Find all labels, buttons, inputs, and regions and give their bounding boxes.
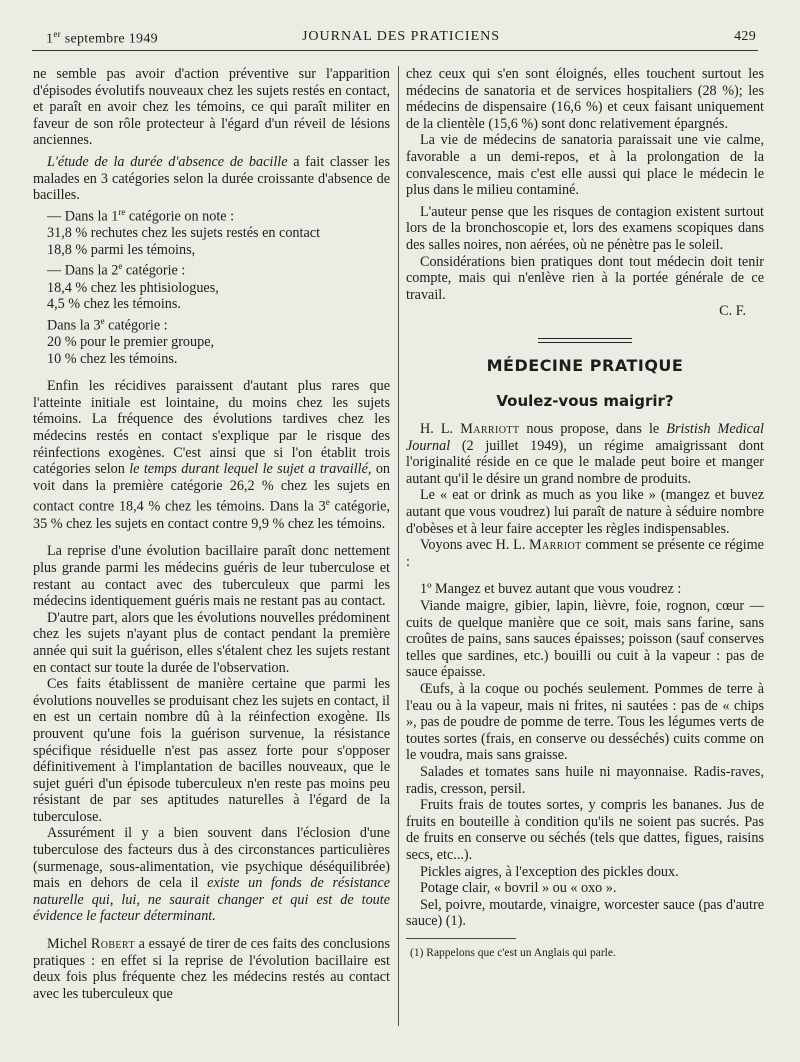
stat-line: 20 % pour le premier groupe, <box>47 334 215 351</box>
paragraph: chez ceux qui s'en sont éloignés, elles touchent surtout les médecins de sanatoria et de services hospitaliers (28 %); les médecins de dispensaire (16,6 %) et ceux faisant uniquement de la clientèle (15,6 %) sont donc relativement épargnés. <box>406 66 764 132</box>
stat-line: 18,4 % chez les phtisiologues, <box>47 279 219 296</box>
paragraph: La reprise d'une évolution bacillaire paraît donc nettement plus grande parmi les médecins guéris de leur tuberculose et restant au contact avec des tuberculeux que parmi les médecins identiquement guéris mais ne restant pas au contact. <box>33 543 390 610</box>
stat-line: 18,8 % parmi les témoins, <box>47 241 196 258</box>
paragraph: Pickles aigres, à l'exception des pickles doux. <box>420 863 679 880</box>
category-line: — Dans la 1re catégorie on note : <box>47 206 235 225</box>
stat-line: 31,8 % rechutes chez les sujets restés en contact <box>47 225 321 242</box>
footnote: (1) Rappelons que c'est un Anglais qui parle. <box>410 946 616 959</box>
stat-line: 10 % chez les témoins. <box>47 350 178 367</box>
right-column <box>406 66 764 962</box>
paragraph: Œufs, à la coque ou pochés seulement. Pommes de terre à l'eau ou à la vapeur, mais ni frites, ni sautées : pas de « chips », pas de poudre de pomme de terre. Tous les légumes verts de toutes sortes (frais, en conserve ou desséchés) cuits comme on le voudra, mais sans graisse. <box>406 681 764 764</box>
author-signature: C. F. <box>719 303 746 320</box>
left-column <box>33 66 390 1002</box>
section-ornament <box>538 338 632 344</box>
paragraph: Viande maigre, gibier, lapin, lièvre, foie, rognon, cœur — cuits de quelque manière que ce soit, mais sans farine, sans croûtes de pains, sans sauces épaisses; poisson (sauf conserves telles que sardines, etc.) bouilli ou cuit à la vapeur : pas de sauce épaisse. <box>406 598 764 681</box>
paragraph: Michel Robert a essayé de tirer de ces faits des conclusions pratiques : en effet si la reprise de l'évolution bacillaire est deux fois plus fréquente chez les médecins restés au contact avec les tuberculeux que <box>33 936 391 1002</box>
section-title: MÉDECINE PRATIQUE <box>486 355 684 375</box>
paragraph: H. L. Marriott nous propose, dans le Bristish Medical Journal (2 juillet 1949), un régime amaigrissant dont l'originalité réside en ce que le malade peut boire et manger autant qu'il le désire un grand nombre de produits. <box>406 421 764 487</box>
journal-title: JOURNAL DES PRATICIENS <box>301 29 501 44</box>
paragraph: Ces faits établissent de manière certaine que parmi les évolutions nouvelles se produisant chez les sujets en contact, il en est un certain nombre dû à la réinfection exogène. Ils prouvent qu'une fois la guérison survenue, la résistance spécifique résiduelle n'est pas assez forte pour s'opposer définitivement à l'implantation de bacilles nouveaux, que le sujet guéri d'un épisode tuberculeux n'en reste pas moins peu résistant de par ses aptitudes naturelles à l'égard de la tuberculose. <box>33 676 390 825</box>
paragraph: Voyons avec H. L. Marriot comment se présente ce régime : <box>406 537 764 570</box>
column-divider <box>398 66 399 1026</box>
running-header <box>46 29 756 47</box>
paragraph: L'auteur pense que les risques de contagion existent surtout lors de la bronchoscopie et, lors des examens scopiques dans des salles noires, non aérées, où ne pénètre pas le soleil. <box>406 203 764 253</box>
list-heading: 1º Mangez et buvez autant que vous voudrez : <box>420 581 682 598</box>
category-line: Dans la 3e catégorie : <box>47 315 168 334</box>
paragraph: Assurément il y a bien souvent dans l'éclosion d'une tuberculose des facteurs dus à des circonstances particulières (surmenage, sous-alimentation, vie psychique déséquilibrée) mais en dehors de cela il existe un fonds de résistance naturelle qui, lui, ne saurait changer et qui est de toute évidence le facteur déterminant. <box>33 825 390 925</box>
stat-line: 4,5 % chez les témoins. <box>47 296 181 313</box>
footnote-rule <box>406 938 516 939</box>
paragraph: La vie de médecins de sanatoria paraissait une vie calme, favorable a un demi-repos, et à la prolongation de la convalescence, mais c'est elle aussi qui place le médecin le plus dans le milieu contaminé. <box>406 132 764 199</box>
paragraph: D'autre part, alors que les évolutions nouvelles prédominent chez les sujets n'ayant plus de contact pendant la première année qui suit la guérison, elles s'étalent chez les sujets restant en contact sur toute la durée de l'observation. <box>33 609 390 676</box>
paragraph: Potage clair, « bovril » ou « oxo ». <box>420 880 617 897</box>
header-date: 1er septembre 1949 <box>46 29 158 47</box>
article-title: Voulez-vous maigrir? <box>496 391 674 410</box>
paragraph: L'étude de la durée d'absence de bacille a fait classer les malades en 3 catégories selon la durée croissante d'absence de bacilles. <box>33 153 391 204</box>
page-number: 429 <box>734 29 756 44</box>
paragraph: Salades et tomates sans huile ni mayonnaise. Radis-raves, radis, cresson, persil. <box>406 763 764 797</box>
paragraph: Fruits frais de toutes sortes, y compris les bananes. Jus de fruits en bouteille à condition qu'ils ne soient pas sucrés. Pas de fruits en conserve ou séchés (tels que dattes, figues, raisins secs, etc...). <box>406 797 764 863</box>
category-line: — Dans la 2e catégorie : <box>47 261 186 279</box>
header-rule <box>32 50 758 51</box>
paragraph: Le « eat or drink as much as you like » (mangez et buvez autant que vous voudrez) lui paraît de nature à séduire nombre d'obèses et à leur faire accepter les règles indispensables. <box>406 487 764 537</box>
paragraph: Sel, poivre, moutarde, vinaigre, worcester sauce (pas d'autre sauce) (1). <box>406 896 764 930</box>
paragraph: Considérations bien pratiques dont tout médecin doit tenir compte, mais qui n'enlève rien à la portée générale de ce travail. <box>406 253 764 303</box>
paragraph: ne semble pas avoir d'action préventive sur l'apparition d'épisodes évolutifs nouveaux chez les sujets restés en contact, et paraît en avoir chez les témoins, ce qui paraît militer en faveur de son rôle protecteur à l'égard d'un réveil de lésions anciennes. <box>33 66 390 149</box>
paragraph: Enfin les récidives paraissent d'autant plus rares que l'atteinte initiale est lointaine, du moins chez les sujets témoins. La fréquence des évolutions tardives chez les médecins restés en contact s'explique par le risque des réinfections exogènes. C'est ainsi que si l'on établit trois catégories selon le temps durant lequel le sujet a travaillé, on voit dans la première catégorie 26,2 % chez les sujets en contact contre 18,4 % chez les témoins. Dans la 3e catégorie, 35 % chez les sujets en contact contre 9,9 % chez les témoins. <box>33 378 391 532</box>
